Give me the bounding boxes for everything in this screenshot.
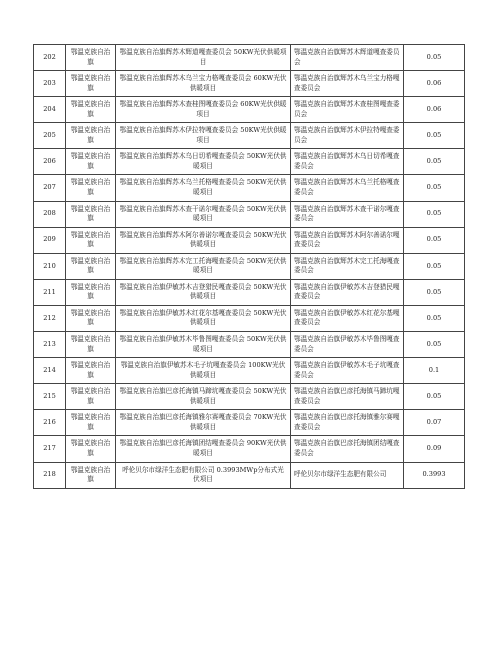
- table-row: [34, 45, 465, 71]
- table-row: [34, 410, 465, 436]
- project-name-cell: 呼伦贝尔市绿洋生态肥有限公司 0.3993MWp分布式光伏项目: [116, 462, 291, 488]
- capacity-cell: 0.1: [404, 358, 465, 384]
- row-number-cell: 215: [34, 384, 66, 410]
- owner-cell: 鄂温克族自治旗伊敏苏木吉登猎民嘎查委员会: [291, 279, 404, 305]
- table-row: [34, 253, 465, 279]
- row-number-cell: 207: [34, 175, 66, 201]
- capacity-cell: 0.07: [404, 410, 465, 436]
- owner-cell: 鄂温克族自治旗辉苏木完工托海嘎查委员会: [291, 253, 404, 279]
- table-body: [34, 45, 465, 489]
- project-name-cell: 鄂温克族自治旗辉苏木伊拉特嘎查委员会 50KW光伏供暖项目: [116, 123, 291, 149]
- table-row: [34, 384, 465, 410]
- capacity-cell: 0.3993: [404, 462, 465, 488]
- project-name-cell: 鄂温克族自治旗辉苏木查干诺尔嘎查委员会 50KW光伏供暖项目: [116, 201, 291, 227]
- capacity-cell: 0.05: [404, 45, 465, 71]
- row-number-cell: 213: [34, 332, 66, 358]
- row-number-cell: 211: [34, 279, 66, 305]
- table-row: [34, 97, 465, 123]
- project-name-cell: 鄂温克族自治旗辉苏木辉道嘎查委员会 50KW光伏供暖项目: [116, 45, 291, 71]
- project-name-cell: 鄂温克族自治旗伊敏苏木毛子坑嘎查委员会 100KW光伏供暖项目: [116, 358, 291, 384]
- region-cell: 鄂温克族自治旗: [66, 227, 116, 253]
- region-cell: 鄂温克族自治旗: [66, 149, 116, 175]
- table-row: [34, 279, 465, 305]
- row-number-cell: 216: [34, 410, 66, 436]
- project-name-cell: 鄂温克族自治旗辉苏木阿尔善诺尔嘎查委员会 50KW光伏供暖项目: [116, 227, 291, 253]
- table-row: [34, 462, 465, 488]
- project-table: [33, 44, 465, 489]
- capacity-cell: 0.05: [404, 332, 465, 358]
- owner-cell: 鄂温克族自治旗伊敏苏木毛子坑嘎查委员会: [291, 358, 404, 384]
- project-name-cell: 鄂温克族自治旗辉苏木完工托海嘎查委员会 50KW光伏供暖项目: [116, 253, 291, 279]
- row-number-cell: 217: [34, 436, 66, 462]
- capacity-cell: 0.06: [404, 71, 465, 97]
- row-number-cell: 205: [34, 123, 66, 149]
- project-name-cell: 鄂温克族自治旗辉苏木乌兰宝力格嘎查委员会 60KW光伏供暖项目: [116, 71, 291, 97]
- row-number-cell: 212: [34, 305, 66, 331]
- owner-cell: 鄂温克族自治旗辉苏木查桂图嘎查委员会: [291, 97, 404, 123]
- row-number-cell: 214: [34, 358, 66, 384]
- owner-cell: 鄂温克族自治旗辉苏木乌日切希嘎查委员会: [291, 149, 404, 175]
- project-name-cell: 鄂温克族自治旗伊敏苏木毕鲁图嘎查委员会 50KW光伏供暖项目: [116, 332, 291, 358]
- region-cell: 鄂温克族自治旗: [66, 123, 116, 149]
- capacity-cell: 0.05: [404, 227, 465, 253]
- capacity-cell: 0.05: [404, 201, 465, 227]
- project-name-cell: 鄂温克族自治旗巴彦托海镇团结嘎查委员会 90KW光伏供暖项目: [116, 436, 291, 462]
- capacity-cell: 0.05: [404, 384, 465, 410]
- table-row: [34, 227, 465, 253]
- table-row: [34, 436, 465, 462]
- region-cell: 鄂温克族自治旗: [66, 462, 116, 488]
- region-cell: 鄂温克族自治旗: [66, 358, 116, 384]
- project-name-cell: 鄂温克族自治旗辉苏木查桂图嘎查委员会 60KW光伏供暖项目: [116, 97, 291, 123]
- capacity-cell: 0.05: [404, 279, 465, 305]
- region-cell: 鄂温克族自治旗: [66, 279, 116, 305]
- region-cell: 鄂温克族自治旗: [66, 384, 116, 410]
- owner-cell: 鄂温克族自治旗辉苏木乌兰托格嘎查委员会: [291, 175, 404, 201]
- table-row: [34, 149, 465, 175]
- capacity-cell: 0.05: [404, 175, 465, 201]
- region-cell: 鄂温克族自治旗: [66, 71, 116, 97]
- table-row: [34, 332, 465, 358]
- region-cell: 鄂温克族自治旗: [66, 410, 116, 436]
- region-cell: 鄂温克族自治旗: [66, 45, 116, 71]
- row-number-cell: 208: [34, 201, 66, 227]
- region-cell: 鄂温克族自治旗: [66, 253, 116, 279]
- project-name-cell: 鄂温克族自治旗巴彦托海镇雅尔赛嘎查委员会 70KW光伏供暖项目: [116, 410, 291, 436]
- region-cell: 鄂温克族自治旗: [66, 201, 116, 227]
- region-cell: 鄂温克族自治旗: [66, 436, 116, 462]
- owner-cell: 鄂温克族自治旗伊敏苏木红花尔基嘎查委员会: [291, 305, 404, 331]
- owner-cell: 鄂温克族自治旗巴彦托海镇雅尔赛嘎查委员会: [291, 410, 404, 436]
- table-row: [34, 358, 465, 384]
- owner-cell: 鄂温克族自治旗辉苏木辉道嘎查委员会: [291, 45, 404, 71]
- capacity-cell: 0.05: [404, 305, 465, 331]
- capacity-cell: 0.05: [404, 253, 465, 279]
- table-row: [34, 175, 465, 201]
- project-name-cell: 鄂温克族自治旗伊敏苏木红花尔基嘎查委员会 50KW光伏供暖项目: [116, 305, 291, 331]
- table-row: [34, 201, 465, 227]
- row-number-cell: 209: [34, 227, 66, 253]
- capacity-cell: 0.06: [404, 97, 465, 123]
- region-cell: 鄂温克族自治旗: [66, 305, 116, 331]
- owner-cell: 鄂温克族自治旗辉苏木查干诺尔嘎查委员会: [291, 201, 404, 227]
- table-row: [34, 71, 465, 97]
- region-cell: 鄂温克族自治旗: [66, 175, 116, 201]
- owner-cell: 鄂温克族自治旗辉苏木乌兰宝力格嘎查委员会: [291, 71, 404, 97]
- owner-cell: 鄂温克族自治旗巴彦托海镇马蹄坑嘎查委员会: [291, 384, 404, 410]
- owner-cell: 呼伦贝尔市绿洋生态肥有限公司: [291, 462, 404, 488]
- row-number-cell: 203: [34, 71, 66, 97]
- row-number-cell: 218: [34, 462, 66, 488]
- capacity-cell: 0.09: [404, 436, 465, 462]
- capacity-cell: 0.05: [404, 149, 465, 175]
- region-cell: 鄂温克族自治旗: [66, 332, 116, 358]
- project-name-cell: 鄂温克族自治旗辉苏木乌日切希嘎查委员会 50KW光伏供暖项目: [116, 149, 291, 175]
- owner-cell: 鄂温克族自治旗伊敏苏木毕鲁图嘎查委员会: [291, 332, 404, 358]
- owner-cell: 鄂温克族自治旗辉苏木阿尔善诺尔嘎查委员会: [291, 227, 404, 253]
- row-number-cell: 206: [34, 149, 66, 175]
- table-row: [34, 123, 465, 149]
- project-name-cell: 鄂温克族自治旗巴彦托海镇马蹄坑嘎查委员会 50KW光伏供暖项目: [116, 384, 291, 410]
- project-name-cell: 鄂温克族自治旗辉苏木乌兰托格嘎查委员会 50KW光伏供暖项目: [116, 175, 291, 201]
- owner-cell: 鄂温克族自治旗辉苏木伊拉特嘎查委员会: [291, 123, 404, 149]
- row-number-cell: 210: [34, 253, 66, 279]
- row-number-cell: 202: [34, 45, 66, 71]
- project-name-cell: 鄂温克族自治旗伊敏苏木吉登猎民嘎查委员会 50KW光伏供暖项目: [116, 279, 291, 305]
- owner-cell: 鄂温克族自治旗巴彦托海镇团结嘎查委员会: [291, 436, 404, 462]
- region-cell: 鄂温克族自治旗: [66, 97, 116, 123]
- row-number-cell: 204: [34, 97, 66, 123]
- table-row: [34, 305, 465, 331]
- capacity-cell: 0.05: [404, 123, 465, 149]
